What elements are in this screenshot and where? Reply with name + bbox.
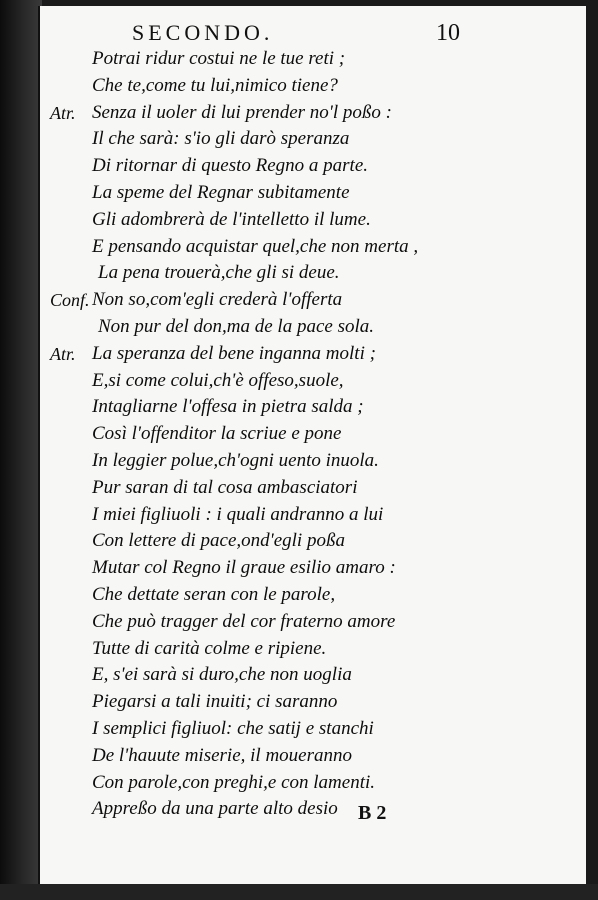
verse-text: Senza il uoler di lui prender no'l poßo : [92,101,392,123]
verse-text: De l'hauute miserie, il moueranno [92,744,352,766]
verse-text: Potrai ridur costui ne le tue reti ; [92,48,346,69]
verse-text: La speranza del bene inganna molti ; [92,342,376,364]
verse-line [40,743,586,770]
verse-line [40,662,586,689]
verse-text: I semplici figliuol: che satij e stanchi [92,717,374,739]
verse-line [40,689,586,716]
verse-line [40,287,586,314]
signature-mark: B 2 [358,802,387,824]
verse-line [40,180,586,207]
verse-line [40,260,586,287]
verse-text: Il che sarà: s'io gli darò speranza [92,128,350,150]
verse-line [40,528,586,555]
verse-line [40,475,586,502]
verse-line [40,234,586,261]
verse-text: Che può tragger del cor fraterno amore [92,610,396,632]
verse-line [40,46,586,73]
verse-line [40,609,586,636]
verse-text: In leggier polue,ch'ogni uento inuola. [92,449,379,471]
verse-line [40,636,586,663]
verse-text: Intagliarne l'offesa in pietra salda ; [92,396,364,418]
verse-line [40,770,586,797]
verse-text: E pensando acquistar quel,che non merta , [92,235,419,257]
verse-line [40,796,586,823]
verse-line [40,582,586,609]
verse-line [40,153,586,180]
verse-text: Di ritornar di questo Regno a parte. [92,155,369,177]
verse-line [40,73,586,100]
verse-line [40,502,586,529]
verse-line [40,716,586,743]
bottom-edge [0,884,598,900]
running-head: SECONDO. [132,20,274,45]
verse-text: La speme del Regnar subitamente [92,181,350,203]
speaker-label: Atr. [50,102,76,123]
binding-gutter [0,0,42,900]
verse-text: Pur saran di tal cosa ambasciatori [92,476,358,498]
verse-block [40,46,586,823]
verse-text: Mutar col Regno il graue esilio amaro : [92,557,396,579]
verse-text: Che dettate seran con le parole, [92,583,336,605]
verse-text: Appreßo da una parte alto desio [92,798,338,820]
verse-line [40,368,586,395]
verse-text: Non so,com'egli crederà l'offerta [92,289,343,311]
verse-text: E,si come colui,ch'è offeso,suole, [92,369,344,391]
verse-text: I miei figliuoli : i quali andranno a lui [92,503,384,525]
verse-text: Piegarsi a tali inuiti; ci saranno [92,691,338,713]
verse-text: E, s'ei sarà si duro,che non uoglia [92,664,352,686]
verse-line [40,448,586,475]
speaker-label: Conf. [50,290,90,311]
verse-text: Gli adombrerà de l'intelletto il lume. [92,208,371,230]
verse-line [40,314,586,341]
verse-text: Così l'offenditor la scriue e pone [92,423,342,445]
verse-line [40,421,586,448]
verse-line [40,341,586,368]
verse-text: Con parole,con preghi,e con lamenti. [92,771,376,793]
page-number: 10 [436,20,460,46]
verse-text: Tutte di carità colme e ripiene. [92,637,327,659]
verse-text: Che te,come tu lui,nimico tiene? [92,74,338,96]
verse-line [40,100,586,127]
verse-text: Non pur del don,ma de la pace sola. [98,315,375,337]
verse-text: La pena trouerà,che gli si deue. [98,262,340,284]
verse-line [40,207,586,234]
verse-line [40,555,586,582]
speaker-label: Atr. [50,343,76,364]
verse-line [40,394,586,421]
verse-text: Con lettere di pace,ond'egli poßa [92,530,345,552]
page-leaf [38,6,586,886]
verse-line [40,126,586,153]
